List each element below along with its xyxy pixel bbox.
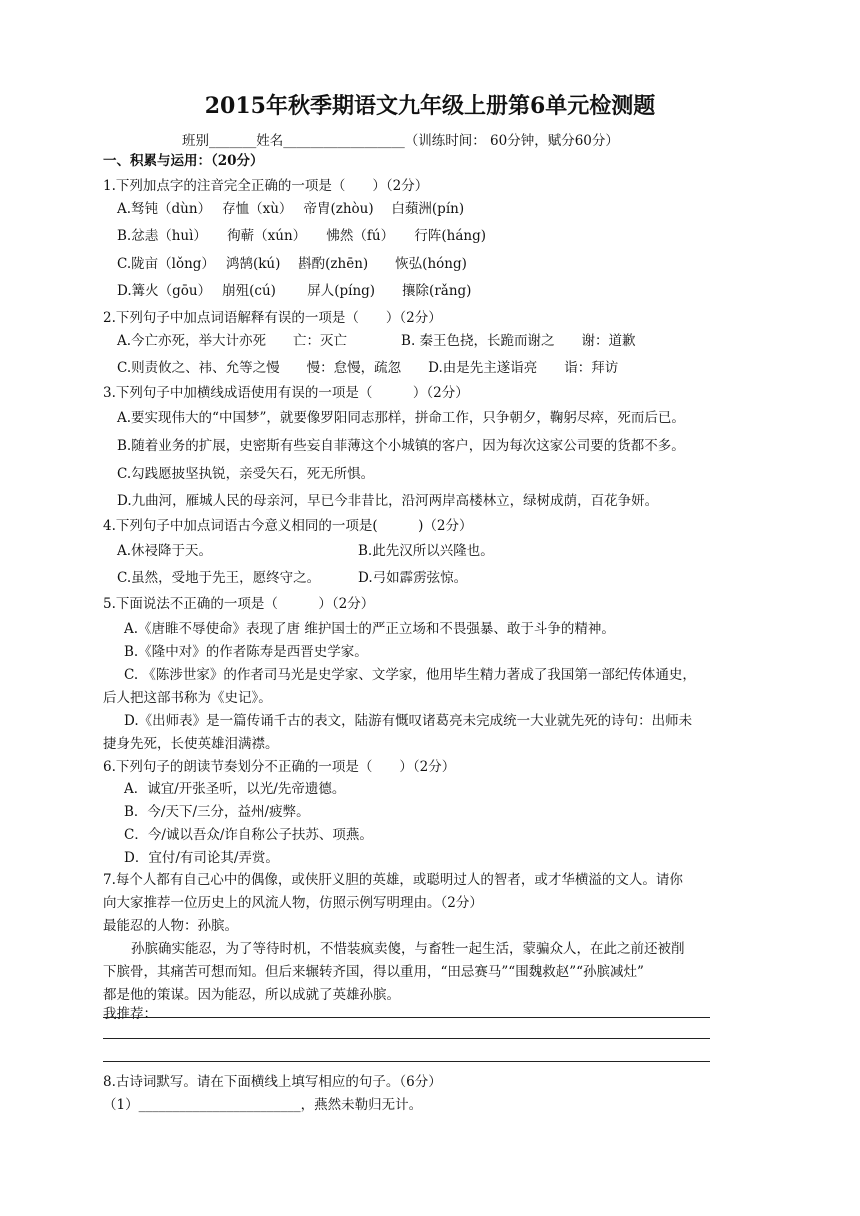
question-4-option-c: C.虽然，受地于先王，愿终守之。	[117, 570, 321, 586]
question-3-option-a: A.要实现伟大的“中国梦”，就要像罗阳同志那样，拼命工作，只争朝夕，鞠躬尽瘁，死而后已。	[117, 410, 685, 426]
question-2-stem: 2.下列句子中加点词语解释有误的一项是（ ）（2分）	[103, 310, 442, 326]
student-info-line: 班别_______姓名__________________（训练时间： 60分钟，赋分60分）	[182, 133, 619, 149]
question-5-stem: 5.下面说法不正确的一项是（ ）（2分）	[103, 596, 375, 612]
question-6-option-c: C．今/诚以吾众/诈自称公子扶苏、项燕。	[124, 827, 373, 843]
answer-line-2[interactable]	[103, 1038, 710, 1039]
question-4-option-b: B.此先汉所以兴隆也。	[358, 543, 494, 559]
question-3-option-b: B.随着业务的扩展，史密斯有些妄自菲薄这个小城镇的客户，因为每次这家公司要的货都不多。	[117, 438, 685, 454]
question-2-options-cd: C.则责攸之、祎、允等之慢 慢：怠慢，疏忽 D.由是先主遂诣亮 诣：拜访	[117, 360, 619, 376]
question-1-option-d: D.篝火（gōu） 崩殂(cú) 屏人(píng) 攘除(rǎng)	[117, 283, 472, 299]
question-1-stem: 1.下列加点字的注音完全正确的一项是（ ）（2分）	[103, 178, 429, 194]
page-title: 2015年秋季期语文九年级上册第6单元检测题	[204, 93, 656, 119]
question-4-stem: 4.下列句子中加点词语古今意义相同的一项是( )（2分）	[103, 518, 473, 534]
question-2-options-ab: A.今亡亦死，举大计亦死 亡：灭亡 B. 秦王色挠，长跪而谢之 谢：道歉	[117, 333, 636, 349]
question-5-option-d-cont: 捷身先死，长使英雄泪满襟。	[103, 736, 279, 752]
question-7-line-1: 7.每个人都有自己心中的偶像，或侠肝义胆的英雄，或聪明过人的智者，或才华横溢的文人。请你	[103, 872, 683, 888]
question-3-option-d: D.九曲河，雁城人民的母亲河，早已今非昔比，沿河两岸高楼林立，绿树成荫，百花争妍。	[117, 493, 659, 509]
answer-line-3[interactable]	[103, 1061, 710, 1062]
question-5-option-c: C. 《陈涉世家》的作者司马光是史学家、文学家，他用毕生精力著成了我国第一部纪传体通史，	[124, 667, 696, 683]
question-1-option-c: C.陇亩（lǒng） 鸿鹄(kú) 斟酌(zhēn) 恢弘(hóng)	[117, 256, 467, 272]
question-3-option-c: C.勾践愿披坚执锐，亲受矢石，死无所惧。	[117, 466, 375, 482]
question-5-option-d: D.《出师表》是一篇传诵千古的表文，陆游有慨叹诸葛亮未完成统一大业就先死的诗句：出师未	[124, 713, 693, 729]
question-1-option-b: B.忿恚（huì） 徇蕲（xún） 怫然（fú） 行阵(háng)	[117, 228, 486, 244]
question-7-line-2: 向大家推荐一位历史上的风流人物，仿照示例写明理由。（2分）	[103, 895, 483, 911]
question-7-answer-label: 我推荐：	[103, 1006, 157, 1022]
question-7-example-line-3: 都是他的策谋。因为能忍，所以成就了英雄孙膑。	[103, 987, 400, 1003]
question-7-example-line-1: 孙膑确实能忍，为了等待时机，不惜装疯卖傻，与畜牲一起生活，蒙骗众人，在此之前还被削	[131, 941, 685, 957]
question-3-stem: 3.下列句子中加横线成语使用有误的一项是（ ）（2分）	[103, 385, 469, 401]
question-6-option-b: B．今/天下/三分，益州/疲弊。	[124, 804, 310, 820]
question-7-example-line-2: 下膑骨，其痛苦可想而知。但后来辗转齐国，得以重用，“田忌赛马”“围魏救赵”“孙膑减灶”	[103, 964, 644, 980]
question-5-option-a: A.《唐睢不辱使命》表现了唐 维护国士的严正立场和不畏强暴、敢于斗争的精神。	[124, 621, 615, 637]
question-4-option-d: D.弓如霹雳弦惊。	[358, 570, 468, 586]
question-8-item-1[interactable]: （1）________________________，燕然未勒归无计。	[103, 1097, 423, 1113]
section-heading: 一、积累与运用：（20分）	[103, 153, 264, 169]
question-6-option-d: D．宜付/有司论其/弄赏。	[124, 850, 279, 866]
question-8-stem: 8.古诗词默写。请在下面横线上填写相应的句子。（6分）	[103, 1074, 442, 1090]
question-6-option-a: A．诚宜/开张圣听，以光/先帝遗德。	[124, 781, 346, 797]
question-5-option-b: B.《隆中对》的作者陈寿是西晋史学家。	[124, 644, 368, 660]
question-1-option-a: A.驽钝（dùn） 存恤（xù） 帝胄(zhòu) 白蘋洲(pín)	[117, 201, 465, 217]
answer-line-1[interactable]	[103, 1017, 710, 1018]
question-7-example-heading: 最能忍的人物：孙膑。	[103, 918, 238, 934]
question-4-option-a: A.休祲降于天。	[117, 543, 213, 559]
question-6-stem: 6.下列句子的朗读节奏划分不正确的一项是（ ）（2分）	[103, 759, 456, 775]
question-5-option-c-cont: 后人把这部书称为《史记》。	[103, 690, 272, 706]
